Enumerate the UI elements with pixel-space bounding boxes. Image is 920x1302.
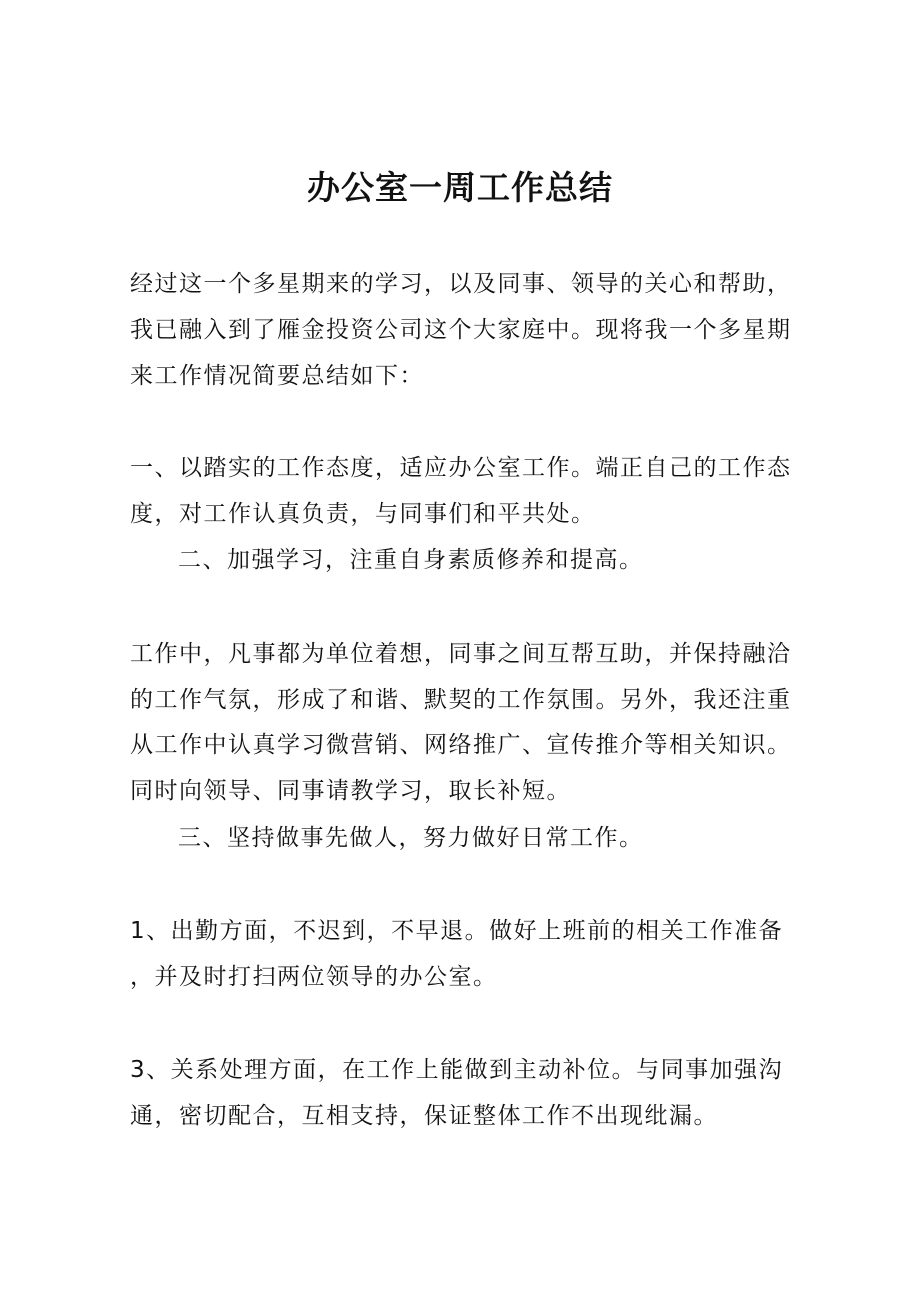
page-title: 办公室一周工作总结 [307, 168, 613, 207]
section-1-line-1: 一、以踏实的工作态度，适应办公室工作。端正自己的工作态 [130, 455, 792, 481]
section-2-line-4: 同时向领导、同事请教学习，取长补短。 [130, 778, 571, 804]
item-1-line-2: ，并及时打扫两位领导的办公室。 [130, 964, 498, 990]
section-2-heading: 二、加强学习，注重自身素质修养和提高。 [178, 547, 644, 573]
section-2-line-1: 工作中，凡事都为单位着想，同事之间互帮互助，并保持融洽 [130, 641, 792, 667]
paragraph-intro-line-1: 经过这一个多星期来的学习，以及同事、领导的关心和帮助， [130, 271, 792, 297]
item-3-line-2: 通，密切配合，互相支持，保证整体工作不出现纰漏。 [130, 1103, 718, 1129]
paragraph-intro-line-3: 来工作情况简要总结如下： [130, 363, 424, 389]
paragraph-intro-line-2: 我已融入到了雁金投资公司这个大家庭中。现将我一个多星期 [130, 317, 792, 343]
section-1-line-2: 度，对工作认真负责，与同事们和平共处。 [130, 501, 596, 527]
section-2-line-2: 的工作气氛，形成了和谐、默契的工作氛围。另外，我还注重 [130, 687, 792, 713]
item-1-line-1: 1、出勤方面，不迟到，不早退。做好上班前的相关工作准备 [130, 918, 784, 944]
section-3-heading: 三、坚持做事先做人，努力做好日常工作。 [178, 825, 644, 851]
item-3-line-1: 3、关系处理方面，在工作上能做到主动补位。与同事加强沟 [130, 1057, 784, 1083]
section-2-line-3: 从工作中认真学习微营销、网络推广、宣传推介等相关知识。 [130, 732, 792, 758]
